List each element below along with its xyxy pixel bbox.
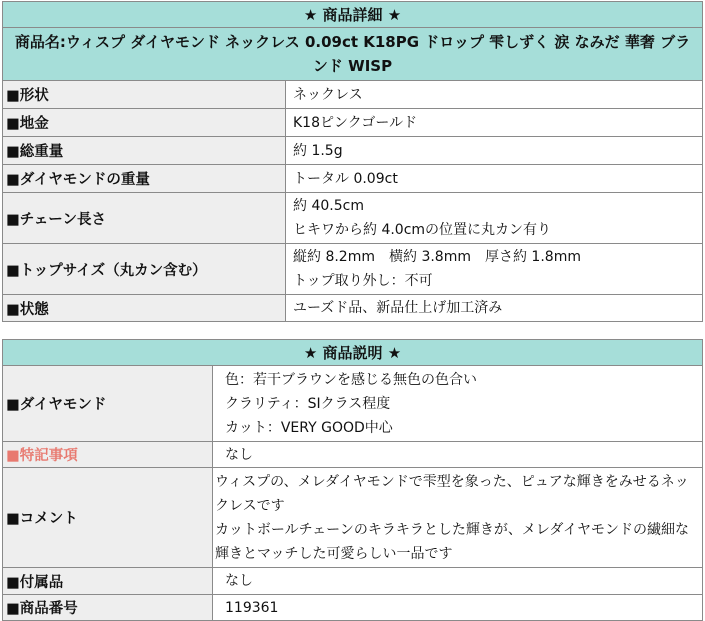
value-item-number: 119361 <box>213 595 703 621</box>
label-chain-length: ■チェーン長さ <box>3 193 286 244</box>
value-comment <box>213 468 703 568</box>
label-accessories: ■付属品 <box>3 568 213 595</box>
value-condition: ユーズド品、新品仕上げ加工済み <box>286 295 703 322</box>
label-total-weight: ■総重量 <box>3 137 286 165</box>
product-details-table <box>2 1 703 322</box>
chain-length-line-2: ヒキワから約 4.0cmの位置に丸カン有り <box>293 222 552 238</box>
diamond-color: 色：若干ブラウンを感じる無色の色合い <box>225 371 477 388</box>
details-header: ★ 商品詳細 ★ <box>3 2 703 28</box>
label-item-number: ■商品番号 <box>3 595 213 621</box>
top-size-line-1: 縦約 8.2mm 横約 3.8mm 厚さ約 1.8mm <box>293 249 581 265</box>
label-top-size: ■トップサイズ（丸カン含む） <box>3 244 286 295</box>
product-title: 商品名:ウィスプ ダイヤモンド ネックレス 0.09ct K18PG ドロップ 雫しずく 涙 なみだ 華奢 ブランド WISP <box>3 28 703 81</box>
label-diamond-weight: ■ダイヤモンドの重量 <box>3 165 286 193</box>
label-special-notes: ■特記事項 <box>3 442 213 468</box>
comment-paragraph-2: カットボールチェーンのキラキラとした輝きが、メレダイヤモンドの繊細な輝きとマッチした可愛らしい一品です <box>215 521 690 562</box>
comment-paragraph-1: ウィスプの、メレダイヤモンドで雫型を象った、ピュアな輝きをみせるネックレスです <box>215 473 689 514</box>
chain-length-line-1: 約 40.5cm <box>293 198 364 214</box>
value-shape: ネックレス <box>286 81 703 109</box>
label-shape: ■形状 <box>3 81 286 109</box>
value-chain-length <box>286 193 703 244</box>
label-diamond: ■ダイヤモンド <box>3 366 213 442</box>
diamond-clarity: クラリティ：SIクラス程度 <box>225 395 391 412</box>
value-diamond-weight: トータル 0.09ct <box>286 165 703 193</box>
label-condition: ■状態 <box>3 295 286 322</box>
value-metal: K18ピンクゴールド <box>286 109 703 137</box>
diamond-cut: カット：VERY GOOD中心 <box>225 419 393 436</box>
label-metal: ■地金 <box>3 109 286 137</box>
value-total-weight: 約 1.5g <box>286 137 703 165</box>
value-top-size <box>286 244 703 295</box>
value-special-notes: なし <box>213 442 703 468</box>
description-header: ★ 商品説明 ★ <box>3 340 703 366</box>
top-size-line-2: トップ取り外し：不可 <box>293 273 433 289</box>
label-comment: ■コメント <box>3 468 213 568</box>
value-accessories: なし <box>213 568 703 595</box>
product-description-table <box>2 339 703 621</box>
value-diamond <box>213 366 703 442</box>
